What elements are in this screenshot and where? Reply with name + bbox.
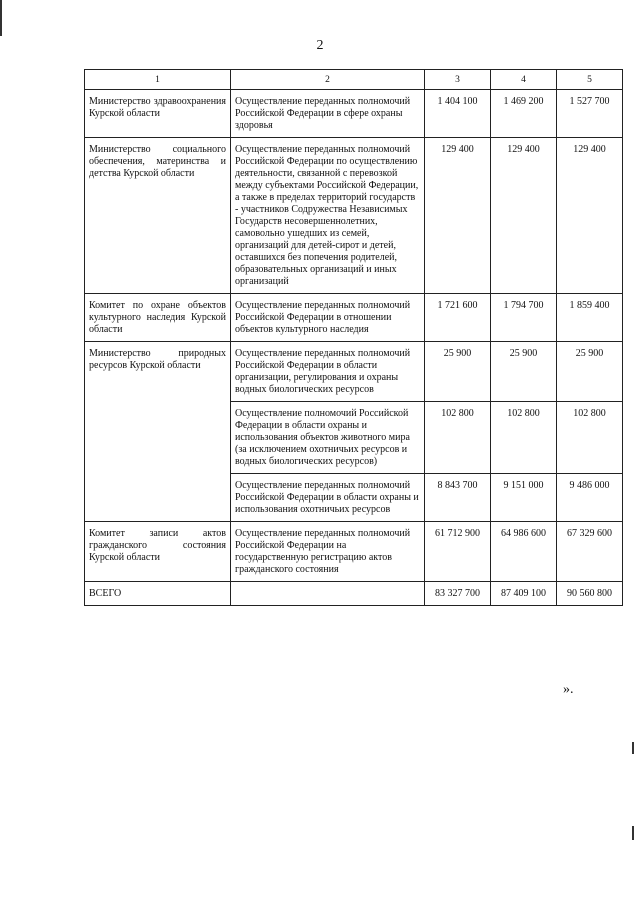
value-cell: 102 800 — [491, 402, 557, 474]
value-cell: 9 151 000 — [491, 474, 557, 522]
table-row — [85, 294, 623, 342]
total-value-cell: 90 560 800 — [557, 582, 623, 606]
description-cell: Осуществление переданных полномочий Российской Федерации по осуществлению деятельности, связанной с перевозкой между субъектами Российской Федерации, а также в пределах территорий государств - участников Содружества Независимых Государств несовершеннолетних, самовольно ушедших из семей, организаций для детей-сирот и детей, оставшихся без попечения родителей, образовательных организаций и иных организаций — [231, 138, 425, 294]
description-cell: Осуществление переданных полномочий Российской Федерации в сфере охраны здоровья — [231, 90, 425, 138]
total-row — [85, 582, 623, 606]
table-row — [85, 342, 623, 402]
value-cell: 1 469 200 — [491, 90, 557, 138]
value-cell: 1 721 600 — [425, 294, 491, 342]
value-cell: 61 712 900 — [425, 522, 491, 582]
total-empty-cell — [231, 582, 425, 606]
total-value-cell: 87 409 100 — [491, 582, 557, 606]
description-cell: Осуществление переданных полномочий Российской Федерации на государственную регистрацию актов гражданского состояния — [231, 522, 425, 582]
scan-edge-mark — [0, 0, 2, 36]
description-cell: Осуществление переданных полномочий Российской Федерации в отношении объектов культурного наследия — [231, 294, 425, 342]
value-cell: 1 527 700 — [557, 90, 623, 138]
value-cell: 8 843 700 — [425, 474, 491, 522]
column-header-2: 2 — [231, 70, 425, 90]
scan-edge-mark — [632, 742, 634, 754]
page-number: 2 — [316, 38, 324, 53]
scan-edge-mark — [632, 826, 634, 840]
value-cell: 1 794 700 — [491, 294, 557, 342]
table-header-row — [85, 70, 623, 90]
value-cell: 64 986 600 — [491, 522, 557, 582]
value-cell: 9 486 000 — [557, 474, 623, 522]
agency-cell: Министерство здравоохранения Курской области — [85, 90, 231, 138]
table-row — [85, 138, 623, 294]
value-cell: 25 900 — [425, 342, 491, 402]
description-cell: Осуществление полномочий Российской Федерации в области охраны и использования объектов животного мира (за исключением охотничьих ресурсов и водных биологических ресурсов) — [231, 402, 425, 474]
agency-cell: Министерство природных ресурсов Курской области — [85, 342, 231, 522]
column-header-4: 4 — [491, 70, 557, 90]
description-cell: Осуществление переданных полномочий Российской Федерации в области охраны и использования охотничьих ресурсов — [231, 474, 425, 522]
agency-cell: Комитет записи актов гражданского состояния Курской области — [85, 522, 231, 582]
column-header-5: 5 — [557, 70, 623, 90]
agency-cell: Министерство социального обеспечения, материнства и детства Курской области — [85, 138, 231, 294]
value-cell: 129 400 — [491, 138, 557, 294]
table-row — [85, 522, 623, 582]
value-cell: 129 400 — [425, 138, 491, 294]
total-value-cell: 83 327 700 — [425, 582, 491, 606]
value-cell: 25 900 — [557, 342, 623, 402]
total-label: ВСЕГО — [85, 582, 231, 606]
value-cell: 67 329 600 — [557, 522, 623, 582]
value-cell: 1 404 100 — [425, 90, 491, 138]
closing-quote: ». — [563, 682, 574, 697]
agency-cell: Комитет по охране объектов культурного наследия Курской области — [85, 294, 231, 342]
column-header-3: 3 — [425, 70, 491, 90]
subvention-table — [84, 69, 623, 606]
value-cell: 25 900 — [491, 342, 557, 402]
value-cell: 1 859 400 — [557, 294, 623, 342]
value-cell: 129 400 — [557, 138, 623, 294]
column-header-1: 1 — [85, 70, 231, 90]
description-cell: Осуществление переданных полномочий Российской Федерации в области организации, регулирования и охраны водных биологических ресурсов — [231, 342, 425, 402]
value-cell: 102 800 — [557, 402, 623, 474]
table-row — [85, 90, 623, 138]
value-cell: 102 800 — [425, 402, 491, 474]
